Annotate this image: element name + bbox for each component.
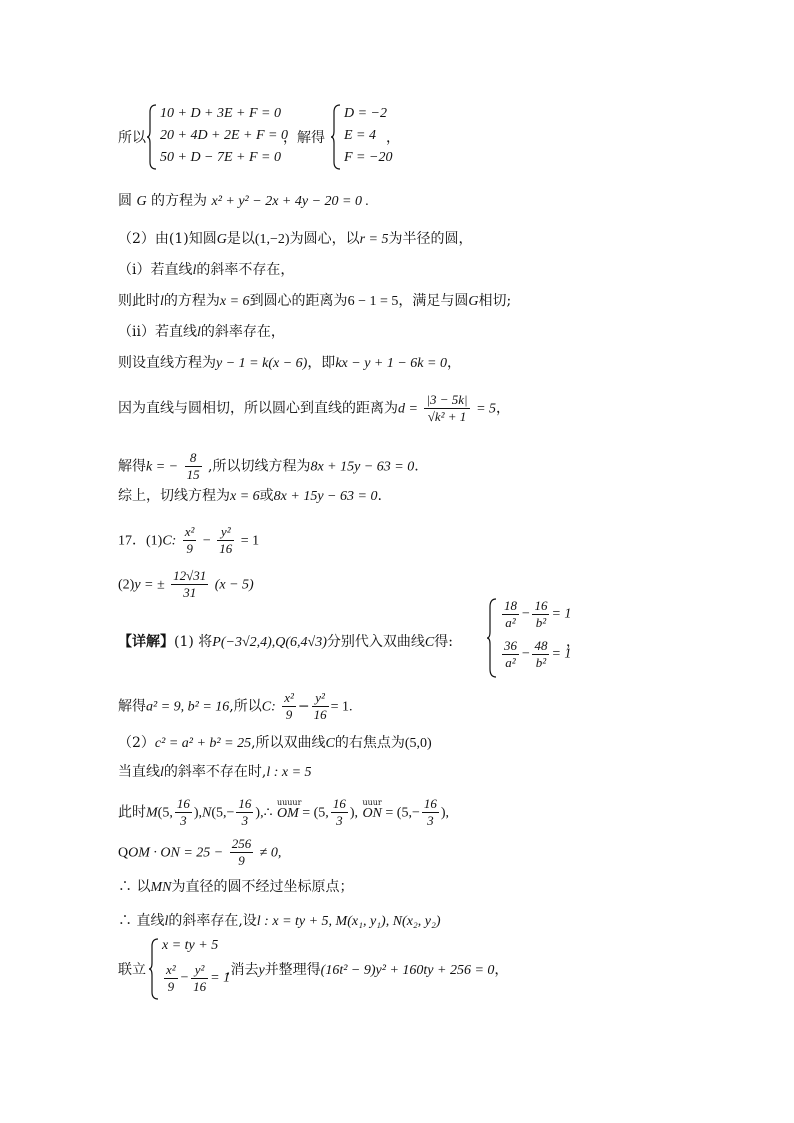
line-solve-ab: 解得a² = 9, b² = 16,所以C: $\frac{\text{x²}}{9}$ − $\frac{\text{y²}}{16}$ = 1. (118, 690, 353, 722)
system-1 (146, 104, 296, 170)
line-dot-product: QOM · ON = 25 − $\frac{256}{9}$ ≠ 0, (118, 836, 282, 868)
left-brace-icon (330, 104, 342, 170)
text: ，解得 (283, 130, 325, 146)
eq-row: F = −20 (344, 150, 393, 165)
fraction: $\frac{|3 - 5k|}{\text{√k² + 1}}$ (426, 392, 468, 424)
document-page: 所以 10 + D + 3E + F = 0 20 + 4D + 2E + F = 0 50 + D − 7E + F = 0 ，解得 D = −2 E = 4 F = −20 ， 圆 G 的方程为 x² + y² − 2x + 4y − 20 = 0 . （2）由(1)知圆G是以(1,−2)为圆心，以r = 5为半径的圆， （i）若直线l的斜率不存在， 则此时l的方程为x = 6到圆心的距离为6 − 1 = 5，满足与圆G相切; （ii）若直线l的斜率存在， 则设直线方程为y − 1 = k(x − 6)，即kx − y + 1 − 6k = 0， 因为直线与圆相切，所以圆心到直线的距离为d = $\frac{|3 - 5k|}{\text{√k² + 1}}$ = 5， 解得k = − $\frac{8}{15}$ ,所以切线方程为8x + 15y − 63 = 0. 综上，切线方程为x = 6或8x + 15y − 63 = 0. 17．(1)C: $\frac{\text{x²}}{9}$ − $\frac{\text{y²}}{16}$ = 1 (2)y = ± $\frac{12√31}{31}$ (x − 5) 【详解】(1) 将P(−3√2,4),Q(6,4√3)分别代入双曲线C得: $\frac{18}{\text{a²}}$ − $\frac{16}{\text{b²}}$ = 1 $\frac{36}{\text{a²}}$ − $\frac{48}{\text{b²}}$ = 1 ， 解得a² = 9, b² = 16,所以C: $\frac{\text{x²}}{9}$ − $\frac{\text{y²}}{16}$ = 1. （2）c² = a² + b² = 25,所以双曲线C的右焦点为(5,0) 当直线l的斜率不存在时,l : x = 5 此时M(5, $\frac{16}{3}$ ),N(5,− $\frac{16}{3}$ ),∴ uuuur OM = (5, $\frac{16}{3}$ ), uuur ON = (5,− $\frac{16}{3}$ ), QOM · ON = 25 − $\frac{256}{9}$ ≠ 0, ∴ 以MN为直径的圆不经过坐标原点； ∴ 直线l的斜率存在,设l : x = ty + 5, M(x₁, y₁), N(x₂, y₂) 联立 x = ty + 5 $\frac{\text{x²}}{9}$ − $\frac{\text{y²}}{16}$ = 1 ,消去y并整理得(16t² − 9)y² + 160ty + 256 = 0， (0, 0, 794, 1123)
line-case2: （ii）若直线l的斜率存在， (118, 324, 285, 340)
line-part2: （2）由(1)知圆G是以(1,−2)为圆心，以r = 5为半径的圆， (118, 231, 473, 247)
line-eliminate: ,消去y并整理得(16t² − 9)y² + 160ty + 256 = 0， (226, 962, 509, 978)
text: ， (386, 130, 400, 146)
left-brace-icon (146, 104, 158, 170)
line-q17-1: 17．(1)C: $\frac{\text{x²}}{9}$ − $\frac{\text{y²}}{16}$ = 1 (118, 524, 260, 556)
eq-row: 10 + D + 3E + F = 0 (160, 106, 282, 121)
line-set-line: ∴ 直线l的斜率存在,设l : x = ty + 5, M(x₁, y₁), N(x₂, y₂) (118, 913, 441, 929)
line-simultaneous: 联立 (118, 962, 146, 978)
line-case1: （i）若直线l的斜率不存在， (118, 262, 295, 278)
line-conclusion: ∴ 以MN为直径的圆不经过坐标原点； (118, 879, 354, 895)
eq-row: E = 4 (344, 128, 376, 143)
line-case1-detail: 则此时l的方程为x = 6到圆心的距离为6 − 1 = 5，满足与圆G相切; (118, 293, 512, 309)
left-brace-icon (148, 938, 160, 1000)
line-q17-2: (2)y = ± $\frac{12√31}{31}$ (x − 5) (118, 568, 254, 600)
left-brace-icon (486, 598, 498, 678)
line-circle-equation: 圆 G 的方程为 x² + y² − 2x + 4y − 20 = 0 . (118, 193, 369, 209)
line-distance: 因为直线与圆相切，所以圆心到直线的距离为d = $\frac{|3 - 5k|}{\text{√k² + 1}}$ = 5， (118, 392, 511, 424)
line-system (118, 128, 146, 148)
line-case2-eq: 则设直线方程为y − 1 = k(x − 6)，即kx − y + 1 − 6k = 0， (118, 355, 461, 371)
fraction: $\frac{8}{15}$ (186, 450, 200, 482)
line-vertical: 当直线l的斜率不存在时,l : x = 5 (118, 764, 312, 780)
line-summary: 综上，切线方程为x = 6或8x + 15y − 63 = 0. (118, 488, 382, 504)
line-solve-k: 解得k = − $\frac{8}{15}$ ,所以切线方程为8x + 15y − 63 = 0. (118, 450, 419, 482)
eq-row: 20 + 4D + 2E + F = 0 (160, 128, 289, 143)
eq-row: 50 + D − 7E + F = 0 (160, 150, 282, 165)
line-detail: 【详解】(1) 将P(−3√2,4),Q(6,4√3)分别代入双曲线C得: (118, 634, 453, 650)
line-focus: （2）c² = a² + b² = 25,所以双曲线C的右焦点为(5,0) (118, 735, 432, 751)
system-3: $\frac{18}{\text{a²}}$ − $\frac{16}{\text{b²}}$ = 1 $\frac{36}{\text{a²}}$ − $\frac{48}{\text{b²}}$ = 1 (486, 598, 586, 678)
eq-row: D = −2 (344, 106, 388, 121)
system-4: x = ty + 5 $\frac{\text{x²}}{9}$ − $\frac{\text{y²}}{16}$ = 1 (148, 938, 248, 1000)
line-points: 此时M(5, $\frac{16}{3}$ ),N(5,− $\frac{16}{3}$ ),∴ uuuur OM = (5, $\frac{16}{3}$ ), uuur ON = (5,− $\frac{16}{3}$ ), (118, 796, 450, 828)
text: 所以 (118, 130, 146, 146)
